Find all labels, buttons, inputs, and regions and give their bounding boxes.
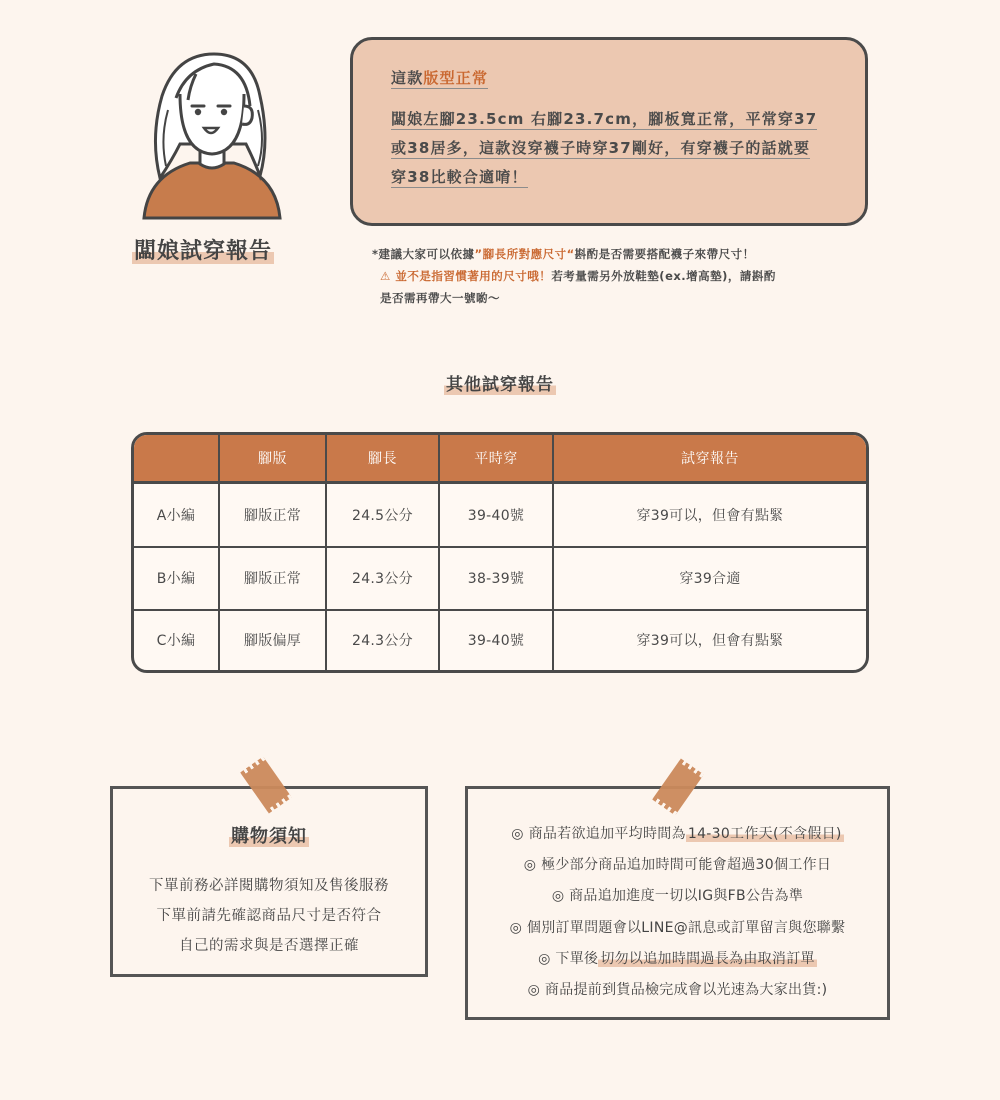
- header-foot-shape: 腳版: [219, 435, 326, 482]
- header-blank: [134, 435, 219, 482]
- notes-line-1: *建議大家可以依據”腳長所對應尺寸“斟酌是否需要搭配襪子來帶尺寸！: [372, 247, 755, 261]
- header-usual-size: 平時穿: [439, 435, 553, 482]
- speech-paragraph: 闆娘左腳23.5cm 右腳23.7cm，腳板寬正常，平常穿37 或38居多，這款沒穿襪子時穿37剛好，有穿襪子的話就要 穿38比較合適唷！: [391, 110, 818, 186]
- table-cell: 24.5公分: [326, 482, 439, 547]
- sizing-notes: [372, 243, 852, 309]
- list-item: ◎ 極少部分商品追加時間可能會超過30個工作日: [523, 857, 832, 874]
- table-cell: 39-40號: [439, 482, 553, 547]
- table-cell: 穿39合適: [553, 547, 866, 610]
- owner-avatar-illustration: [142, 48, 282, 223]
- speech-line-1: 這款版型正常: [391, 69, 489, 87]
- owner-speech-bubble: [350, 37, 868, 226]
- list-item: ◎ 商品若欲追加平均時間為 14-30工作天(不含假日): [511, 826, 842, 842]
- table-row: [134, 482, 866, 547]
- purchase-notice-body: [113, 871, 425, 961]
- table-cell: 腳版正常: [219, 482, 326, 547]
- table-cell: 24.3公分: [326, 547, 439, 610]
- owner-report-title: 闆娘試穿報告: [134, 239, 273, 264]
- purchase-notice-title: 購物須知: [231, 826, 307, 847]
- notes-line-3: 是否需再帶大一號喲～: [380, 291, 500, 305]
- purchase-notice-card: [110, 786, 428, 977]
- order-rules-card: [465, 786, 890, 1020]
- table-header-row: [134, 435, 866, 482]
- table-cell: 穿39可以，但會有點緊: [636, 633, 784, 650]
- table-cell: 腳版正常: [219, 547, 326, 610]
- list-item: ◎ 商品追加進度一切以IG與FB公告為準: [551, 888, 804, 905]
- purchase-notice-line: 下單前務必詳閱購物須知及售後服務: [149, 878, 389, 894]
- notes-line-2: ⚠ 並不是指習慣著用的尺寸哦！若考量需另外放鞋墊(ex.增高墊)，請斟酌: [380, 269, 776, 283]
- list-item: ◎ 商品提前到貨品檢完成會以光速為大家出貨:): [527, 982, 828, 999]
- warning-icon-text: ⚠ 並不是指習慣著用的尺寸哦！: [380, 269, 552, 283]
- other-reports-title: 其他試穿報告: [446, 375, 554, 395]
- table-cell: 24.3公分: [326, 610, 439, 670]
- list-item: ◎ 個別訂單問題會以LINE@訊息或訂單留言與您聯繫: [509, 919, 846, 936]
- table-cell: C小編: [134, 610, 219, 670]
- header-foot-length: 腳長: [326, 435, 439, 482]
- header-fitting-report: 試穿報告: [553, 435, 866, 482]
- table-cell: B小編: [134, 547, 219, 610]
- purchase-notice-line: 自己的需求與是否選擇正確: [179, 938, 359, 954]
- purchase-notice-line: 下單前請先確認商品尺寸是否符合: [156, 908, 382, 924]
- order-rules-list: [468, 819, 887, 1006]
- table-cell: 穿39可以，但會有點緊: [553, 482, 866, 547]
- list-item: ◎ 下單後 切勿以追加時間過長為由取消訂單: [538, 950, 815, 967]
- table-row: [134, 610, 866, 670]
- fitting-report-table: [131, 432, 869, 673]
- table-cell: A小編: [134, 482, 219, 547]
- table-cell: 39-40號: [439, 610, 553, 670]
- table-cell: 腳版偏厚: [219, 610, 326, 670]
- table-row: [134, 547, 866, 610]
- table-cell: 38-39號: [439, 547, 553, 610]
